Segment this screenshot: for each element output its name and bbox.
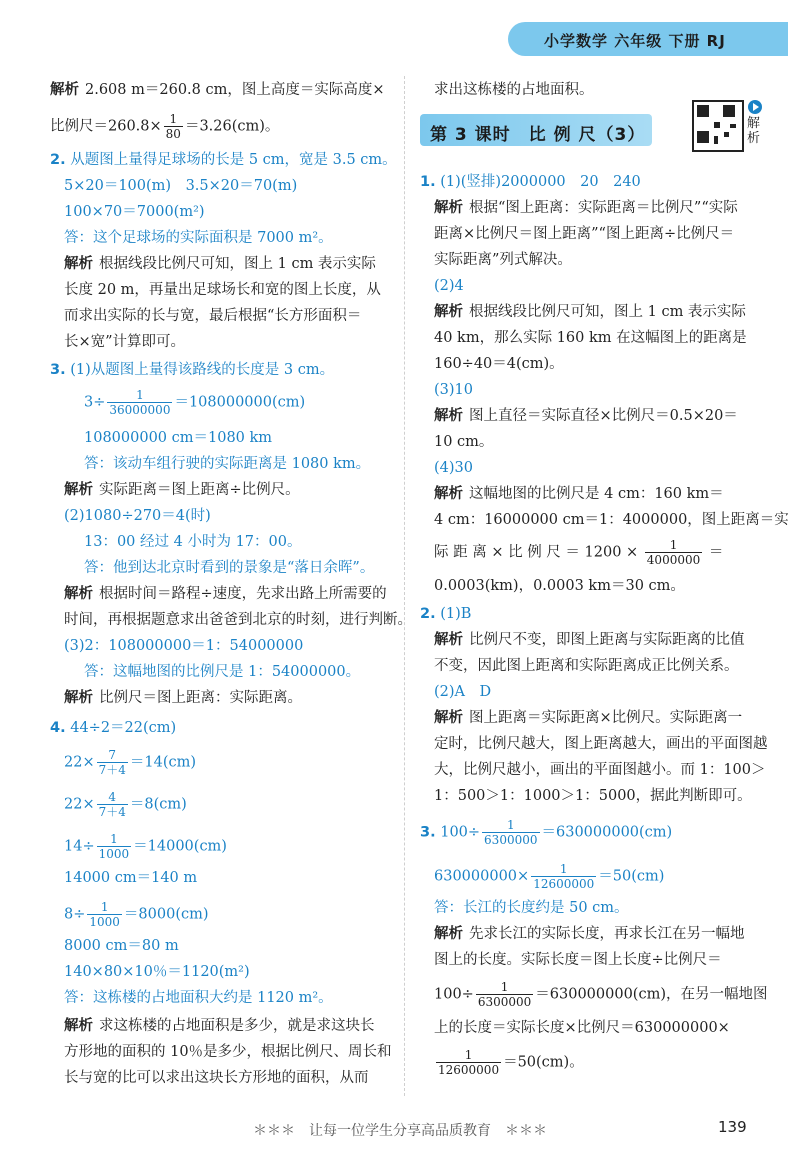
answer-line: 答：长江的长度约是 50 cm。 — [434, 900, 629, 916]
formula-line: 14÷ $\frac{1}{1000}$ ＝14000(cm) — [64, 832, 227, 861]
text-line: 4 cm：16000000 cm＝1：4000000，图上距离＝实 — [434, 512, 789, 528]
text-line: (2)A D — [434, 684, 492, 700]
text-line: 求出这栋楼的占地面积。 — [434, 82, 594, 98]
text-line: 比例尺＝260.8× $\frac{1}{80}$ ＝3.26(cm)。 — [50, 112, 280, 141]
analysis-line: 解析 这幅地图的比例尺是 4 cm：160 km＝ — [434, 486, 724, 502]
text-line: 不变，因此图上距离和实际距离成正比例关系。 — [434, 658, 739, 674]
text-line: 14000 cm＝140 m — [64, 870, 198, 886]
question-2: 2. 从题图上量得足球场的长是 5 cm，宽是 3.5 cm。 — [50, 152, 397, 168]
question-3: 3. 100÷ $\frac{1}{6300000}$ ＝630000000(cm) — [420, 818, 673, 847]
analysis-line: 解析 根据时间＝路程÷速度，先求出路上所需要的 — [64, 586, 387, 602]
text-line: 长×宽”计算即可。 — [64, 334, 186, 350]
lesson-title-banner — [420, 114, 652, 146]
analysis-line: 解析 根据线段比例尺可知，图上 1 cm 表示实际 — [64, 256, 376, 272]
analysis-line: 解析 图上直径＝实际直径×比例尺＝0.5×20＝ — [434, 408, 738, 424]
question-1: 1. (1)(竖排)2000000 20 240 — [420, 174, 641, 190]
text-line: (2)1080÷270＝4(时) — [64, 508, 211, 524]
text-line: 长与宽的比可以求出这块长方形地的面积，从而 — [64, 1070, 369, 1086]
text-line: 108000000 cm＝1080 km — [84, 430, 273, 446]
analysis-line: 解析 图上距离＝实际距离×比例尺。实际距离一 — [434, 710, 743, 726]
formula-line: 际 距 离 × 比 例 尺 ＝ 1200 × $\frac{1}{4000000}$ ＝ — [434, 538, 724, 567]
fraction: $\frac{7}{7+4}$ — [98, 748, 126, 777]
text-line: 1：500＞1：1000＞1：5000，据此判断即可。 — [434, 788, 752, 804]
answer-line: 答：他到达北京时看到的景象是“落日余晖”。 — [84, 560, 375, 576]
qr-label: 解析 — [747, 116, 761, 146]
text-line: 解析 2.608 m＝260.8 cm，图上高度＝实际高度× — [50, 82, 385, 98]
answer-line: 答：这个足球场的实际面积是 7000 m²。 — [64, 230, 333, 246]
fraction: $\frac{1}{80}$ — [165, 112, 181, 141]
answer-line: 答：这幅地图的比例尺是 1：54000000。 — [84, 664, 361, 680]
fraction: $\frac{1}{12600000}$ — [533, 862, 595, 891]
footer-slogan: ＊＊＊ 让每一位学生分享高品质教育 ＊＊＊ — [253, 1123, 547, 1139]
column-divider — [404, 76, 406, 1096]
text-line: 而求出实际的长与宽，最后根据“长方形面积＝ — [64, 308, 362, 324]
fraction: $\frac{1}{36000000}$ — [109, 388, 171, 417]
analysis-line: 解析 求这栋楼的占地面积是多少，就是求这块长 — [64, 1018, 375, 1034]
fraction: $\frac{1}{12600000}$ — [438, 1048, 500, 1077]
fraction: $\frac{1}{1000}$ — [89, 900, 120, 929]
formula-line: 100÷ $\frac{1}{6300000}$ ＝630000000(cm)，在另一幅地图 — [434, 980, 768, 1009]
question-2: 2. (1)B — [420, 606, 472, 622]
text-line: 140×80×10％＝1120(m²) — [64, 964, 250, 980]
analysis-line: 解析 实际距离＝图上距离÷比例尺。 — [64, 482, 300, 498]
text-line: 40 km，那么实际 160 km 在这幅图上的距离是 — [434, 330, 747, 346]
text-line: (3)10 — [434, 382, 473, 398]
analysis-line: 解析 比例尺不变，即图上距离与实际距离的比值 — [434, 632, 745, 648]
fraction: $\frac{4}{7+4}$ — [98, 790, 126, 819]
formula-line: 8÷ $\frac{1}{1000}$ ＝8000(cm) — [64, 900, 209, 929]
text-line: 0.0003(km)，0.0003 km＝30 cm。 — [434, 578, 685, 594]
text-line: 长度 20 m，再量出足球场长和宽的图上长度，从 — [64, 282, 381, 298]
text-line: 5×20＝100(m) 3.5×20＝70(m) — [64, 178, 298, 194]
analysis-line: 解析 根据线段比例尺可知，图上 1 cm 表示实际 — [434, 304, 746, 320]
formula-line: 22× $\frac{4}{7+4}$ ＝8(cm) — [64, 790, 187, 819]
qr-code-icon[interactable] — [692, 100, 744, 152]
answer-line: 答：该动车组行驶的实际距离是 1080 km。 — [84, 456, 371, 472]
text-line: 上的长度＝实际长度×比例尺＝630000000× — [434, 1020, 730, 1036]
text-line: 定时，比例尺越大，图上距离越大，画出的平面图越 — [434, 736, 768, 752]
formula-line: $\frac{1}{12600000}$ ＝50(cm)。 — [438, 1048, 584, 1077]
text-line: 8000 cm＝80 m — [64, 938, 179, 954]
fraction: $\frac{1}{1000}$ — [98, 832, 130, 861]
question-4: 4. 44÷2＝22(cm) — [50, 720, 177, 736]
text-line: 10 cm。 — [434, 434, 494, 450]
fraction: $\frac{1}{4000000}$ — [646, 538, 701, 567]
text-line: 160÷40＝4(cm)。 — [434, 356, 564, 372]
text-line: 时间，再根据题意求出爸爸到北京的时刻，进行判断。 — [64, 612, 412, 628]
text-line: 大，比例尺越小，画出的平面图越小。而 1：100＞ — [434, 762, 766, 778]
formula-line: 22× $\frac{7}{7+4}$ ＝14(cm) — [64, 748, 197, 777]
text-line: 距离×比例尺＝图上距离”“图上距离÷比例尺＝ — [434, 226, 735, 242]
text-line: 13：00 经过 4 小时为 17：00。 — [84, 534, 302, 550]
text-line: 方形地的面积的 10％是多少，根据比例尺、周长和 — [64, 1044, 392, 1060]
formula-line: 3÷ $\frac{1}{36000000}$ ＝108000000(cm) — [84, 388, 306, 417]
lesson-title: 第 3 课时 比 例 尺（3） — [430, 125, 646, 145]
question-3: 3. (1)从题图上量得该路线的长度是 3 cm。 — [50, 362, 335, 378]
play-icon[interactable] — [748, 100, 762, 114]
book-header-text: 小学数学 六年级 下册 RJ — [544, 32, 726, 50]
formula-line: 630000000× $\frac{1}{12600000}$ ＝50(cm) — [434, 862, 665, 891]
text-line: (4)30 — [434, 460, 473, 476]
analysis-line: 解析 比例尺＝图上距离：实际距离。 — [64, 690, 302, 706]
text-line: 图上的长度。实际长度＝图上长度÷比例尺＝ — [434, 952, 722, 968]
book-header-tab — [508, 22, 788, 56]
fraction: $\frac{1}{6300000}$ — [484, 818, 538, 847]
analysis-line: 解析 先求长江的实际长度，再求长江在另一幅地 — [434, 926, 745, 942]
page-number: 139 — [718, 1118, 747, 1136]
text-line: 实际距离”列式解决。 — [434, 252, 572, 268]
fraction: $\frac{1}{6300000}$ — [477, 980, 532, 1009]
analysis-line: 解析 根据“图上距离：实际距离＝比例尺”“实际 — [434, 200, 738, 216]
answer-line: 答：这栋楼的占地面积大约是 1120 m²。 — [64, 990, 333, 1006]
text-line: (3)2：108000000＝1：54000000 — [64, 638, 304, 654]
text-line: (2)4 — [434, 278, 464, 294]
text-line: 100×70＝7000(m²) — [64, 204, 205, 220]
